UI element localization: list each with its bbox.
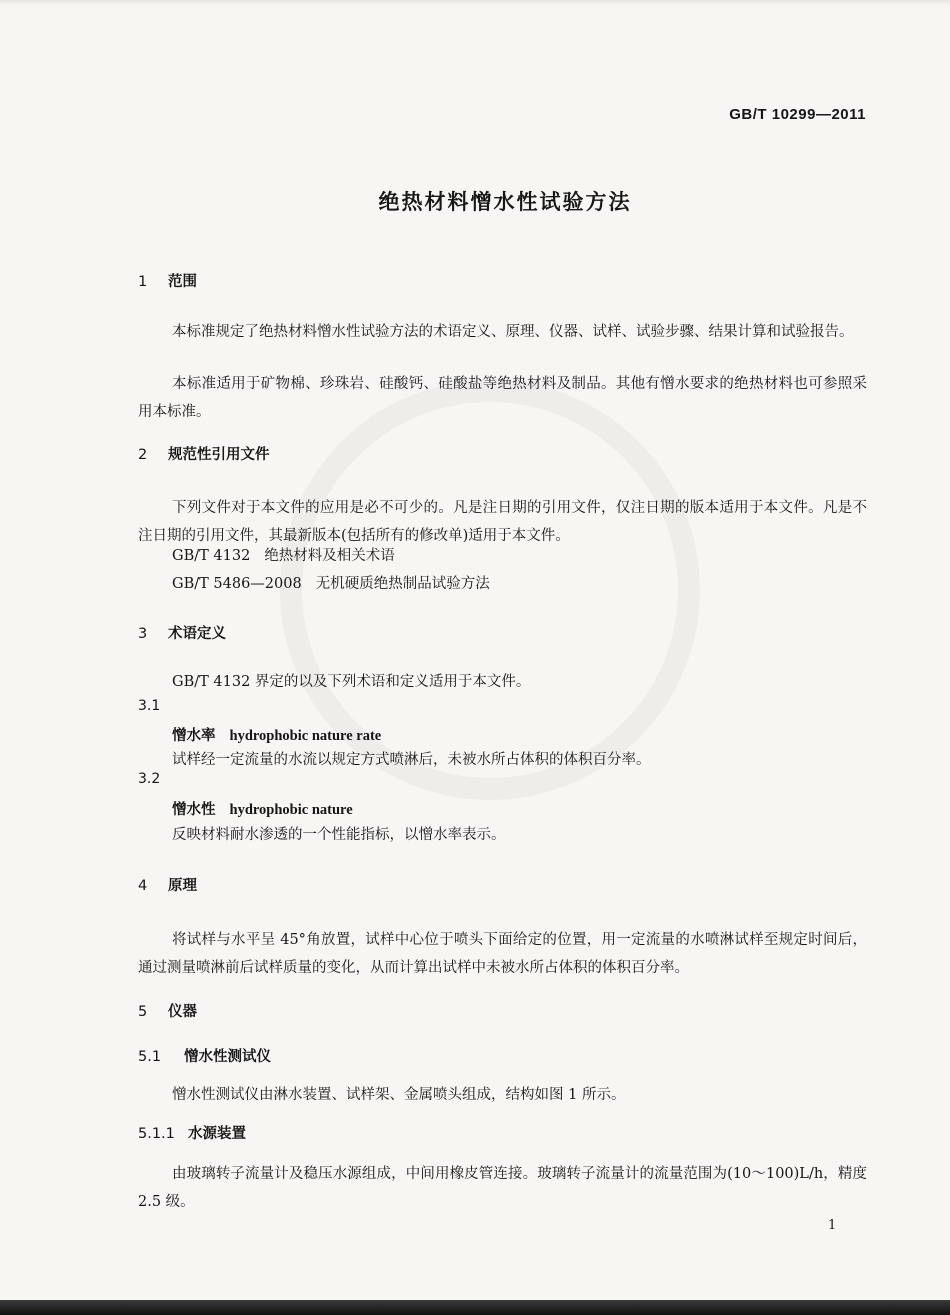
section-2-heading	[138, 443, 270, 464]
term-entry	[172, 798, 353, 819]
page-number: 1	[828, 1218, 837, 1233]
section-number: 5.1.1	[138, 1126, 175, 1142]
references-paragraph: 下列文件对于本文件的应用是必不可少的。凡是注日期的引用文件，仅注日期的版本适用于本文件。凡是不注日期的引用文件，其最新版本(包括所有的修改单)适用于本文件。	[138, 500, 867, 544]
term-english: hydrophobic nature	[229, 802, 353, 818]
section-1-heading	[138, 270, 197, 291]
scope-paragraph-2: 本标准适用于矿物棉、珍珠岩、硅酸钙、硅酸盐等绝热材料及制品。其他有憎水要求的绝热材料也可参照采用本标准。	[138, 376, 867, 420]
section-title: 规范性引用文件	[168, 447, 270, 463]
section-title: 仪器	[168, 1004, 197, 1020]
section-title: 憎水性测试仪	[184, 1049, 271, 1065]
term-english: hydrophobic nature rate	[229, 728, 382, 744]
scope-paragraph-1: 本标准规定了绝热材料憎水性试验方法的术语定义、原理、仪器、试样、试验步骤、结果计算和试验报告。	[172, 324, 854, 340]
water-source-paragraph: 由玻璃转子流量计及稳压水源组成，中间用橡皮管连接。玻璃转子流量计的流量范围为(10～100)L/h，精度 2.5 级。	[138, 1166, 867, 1210]
section-4-heading	[138, 874, 197, 895]
terms-intro: GB/T 4132 界定的以及下列术语和定义适用于本文件。	[172, 674, 531, 690]
section-5-heading	[138, 1000, 197, 1021]
reference-item	[172, 544, 395, 565]
term-definition: 试样经一定流量的水流以规定方式喷淋后，未被水所占体积的体积百分率。	[172, 752, 651, 768]
principle-paragraph: 将试样与水平呈 45°角放置，试样中心位于喷头下面给定的位置，用一定流量的水喷淋试样至规定时间后，通过测量喷淋前后试样质量的变化，从而计算出试样中未被水所占体积的体积百分率。	[138, 932, 867, 976]
standard-code: GB/T 10299—2011	[729, 106, 866, 123]
term-definition: 反映材料耐水渗透的一个性能指标，以憎水率表示。	[172, 827, 506, 843]
document-title: 绝热材料憎水性试验方法	[378, 190, 632, 214]
scan-bottom-edge	[0, 1300, 950, 1315]
section-5-1-1-heading	[138, 1122, 246, 1143]
section-3-heading	[138, 622, 226, 643]
section-5-1-heading	[138, 1045, 271, 1066]
reference-item	[172, 572, 490, 593]
section-number: 5	[138, 1004, 148, 1020]
section-number: 2	[138, 447, 148, 463]
section-number: 3	[138, 626, 148, 642]
term-chinese: 憎水率	[172, 728, 216, 744]
section-title: 原理	[168, 878, 197, 894]
reference-code: GB/T 4132	[172, 548, 251, 564]
section-number: 1	[138, 274, 148, 290]
apparatus-paragraph: 憎水性测试仪由淋水装置、试样架、金属喷头组成，结构如图 1 所示。	[172, 1087, 626, 1103]
term-chinese: 憎水性	[172, 802, 216, 818]
section-title: 术语定义	[168, 626, 226, 642]
section-number: 5.1	[138, 1049, 162, 1065]
reference-code: GB/T 5486—2008	[172, 576, 302, 592]
scan-top-edge	[0, 0, 950, 6]
section-title: 范围	[168, 274, 197, 290]
reference-title: 无机硬质绝热制品试验方法	[315, 576, 490, 592]
clause-3-1-number: 3.1	[138, 698, 161, 714]
section-title: 水源装置	[188, 1126, 246, 1142]
section-number: 4	[138, 878, 148, 894]
reference-title: 绝热材料及相关术语	[264, 548, 395, 564]
clause-3-2-number: 3.2	[138, 771, 161, 787]
term-entry	[172, 724, 381, 745]
